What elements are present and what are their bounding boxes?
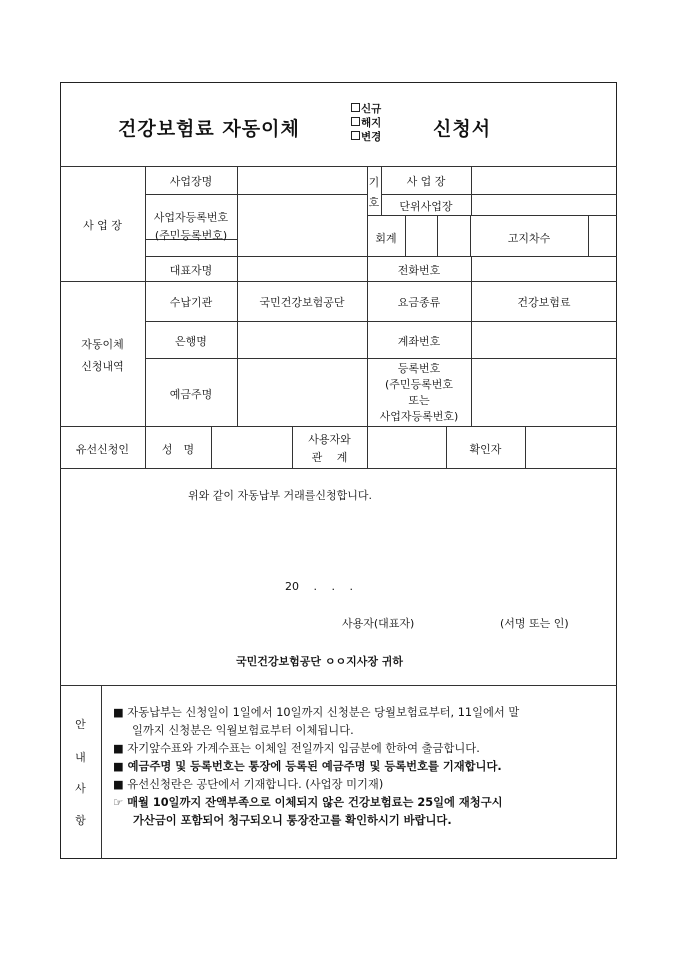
col-w-3: [367, 426, 368, 468]
notice-side-3: 사: [75, 782, 86, 795]
checkbox-icon: [351, 131, 360, 140]
rule-wired-bottom: [60, 468, 617, 469]
bank-label: 은행명: [175, 335, 207, 348]
col-notice-no: [588, 215, 589, 256]
option-new[interactable]: 신규: [351, 103, 381, 116]
wired-confirm-label: 확인자: [469, 443, 502, 456]
rule-biz-4: [145, 256, 617, 257]
wired-relation-label-1: 사용자와: [308, 433, 351, 446]
col-account-1: [405, 215, 406, 256]
notice-item: ☞ 매월 10일까지 잔액부족으로 이체되지 않은 건강보험료는 25일에 재청구시: [113, 796, 503, 809]
holder-label: 예금주명: [169, 388, 213, 401]
checkbox-icon: [351, 103, 360, 112]
wired-section-label: 유선신청인: [75, 443, 130, 456]
notice-item: ■ 자동납부는 신청일이 1일에서 10일까지 신청분은 당월보험료부터, 11일에서 말: [113, 706, 520, 719]
option-change[interactable]: 변경: [351, 131, 381, 144]
wired-relation-label-2: 관 계: [311, 451, 348, 464]
agency-value: 국민건강보험공단: [259, 296, 345, 309]
section-business-label: 사 업 장: [83, 219, 122, 232]
statement-user-label: 사용자(대표자): [342, 617, 415, 630]
account-label: 회계: [375, 232, 397, 245]
rule-biz-1: [145, 194, 367, 195]
rule-biz-1b: [381, 194, 617, 195]
biz-name-label: 사업장명: [169, 175, 213, 188]
biz-reg-label-2: (주민등록번호): [154, 229, 228, 242]
biz-reg-label-1: 사업자등록번호: [153, 211, 229, 224]
reg-no-label-1: 등록번호: [397, 362, 441, 375]
col-code-value: [471, 166, 472, 215]
rule-tr-bottom: [60, 426, 617, 427]
form-title: 건강보험료 자동이체: [118, 118, 300, 140]
code-label-1: 기: [368, 176, 380, 189]
rule-biz-bottom: [60, 281, 617, 282]
code-label-2: 호: [368, 196, 380, 209]
checkbox-icon: [351, 117, 360, 126]
rule-title-bottom: [60, 166, 617, 167]
section-transfer-label-1: 자동이체: [81, 338, 124, 351]
statement-sign-label: (서명 또는 인): [500, 617, 569, 630]
notice-item: 가산금이 포함되어 청구되오니 통장잔고를 확인하시기 바랍니다.: [133, 814, 452, 827]
code-unit-label: 단위사업장: [399, 200, 453, 213]
reg-no-label-3: 또는: [408, 394, 430, 407]
notice-side-2: 내: [75, 751, 86, 764]
account-no-label: 계좌번호: [397, 335, 441, 348]
col-w-5: [525, 426, 526, 468]
reg-no-label-2: (주민등록번호: [384, 378, 454, 391]
fee-type-value: 건강보험료: [517, 296, 571, 309]
rule-tr-2: [145, 358, 617, 359]
statement-addressee: 국민건강보험공단 ㅇㅇ지사장 귀하: [236, 655, 404, 668]
reg-no-label-4: 사업자등록번호): [379, 410, 459, 423]
code-site-label: 사 업 장: [406, 175, 446, 188]
notice-side-4: 항: [75, 814, 86, 827]
biz-rep-label: 대표자명: [169, 264, 213, 277]
notice-side-1: 안: [75, 718, 86, 731]
notice-item: ■ 자기앞수표와 가계수표는 이체일 전일까지 입금분에 한하여 출금합니다.: [113, 742, 480, 755]
option-cancel[interactable]: 해지: [351, 117, 381, 130]
col-w-1: [211, 426, 212, 468]
statement-text: 위와 같이 자동납부 거래를신청합니다.: [188, 489, 373, 502]
notice-item: ■ 유선신청란은 공단에서 기재합니다. (사업장 미기재): [113, 778, 384, 791]
notice-no-label: 고지차수: [507, 232, 551, 245]
notice-item: 일까지 신청분은 익월보험료부터 이체됩니다.: [132, 724, 354, 737]
section-transfer-label-2: 신청내역: [81, 360, 124, 373]
rule-statement-bottom: [60, 685, 617, 686]
notice-item: ■ 예금주명 및 등록번호는 통장에 등록된 예금주명 및 등록번호를 기재합니다.: [113, 760, 502, 773]
col-notice-side: [101, 685, 102, 859]
col-phone: [471, 256, 472, 281]
wired-name-label: 성 명: [161, 443, 195, 456]
agency-label: 수납기관: [169, 296, 213, 309]
fee-type-label: 요금종류: [397, 296, 441, 309]
phone-label: 전화번호: [397, 264, 441, 277]
col-account-2: [437, 215, 438, 256]
form-title-end: 신청서: [433, 118, 492, 140]
rule-tr-1: [145, 321, 617, 322]
statement-date: 20 . . .: [285, 580, 353, 593]
